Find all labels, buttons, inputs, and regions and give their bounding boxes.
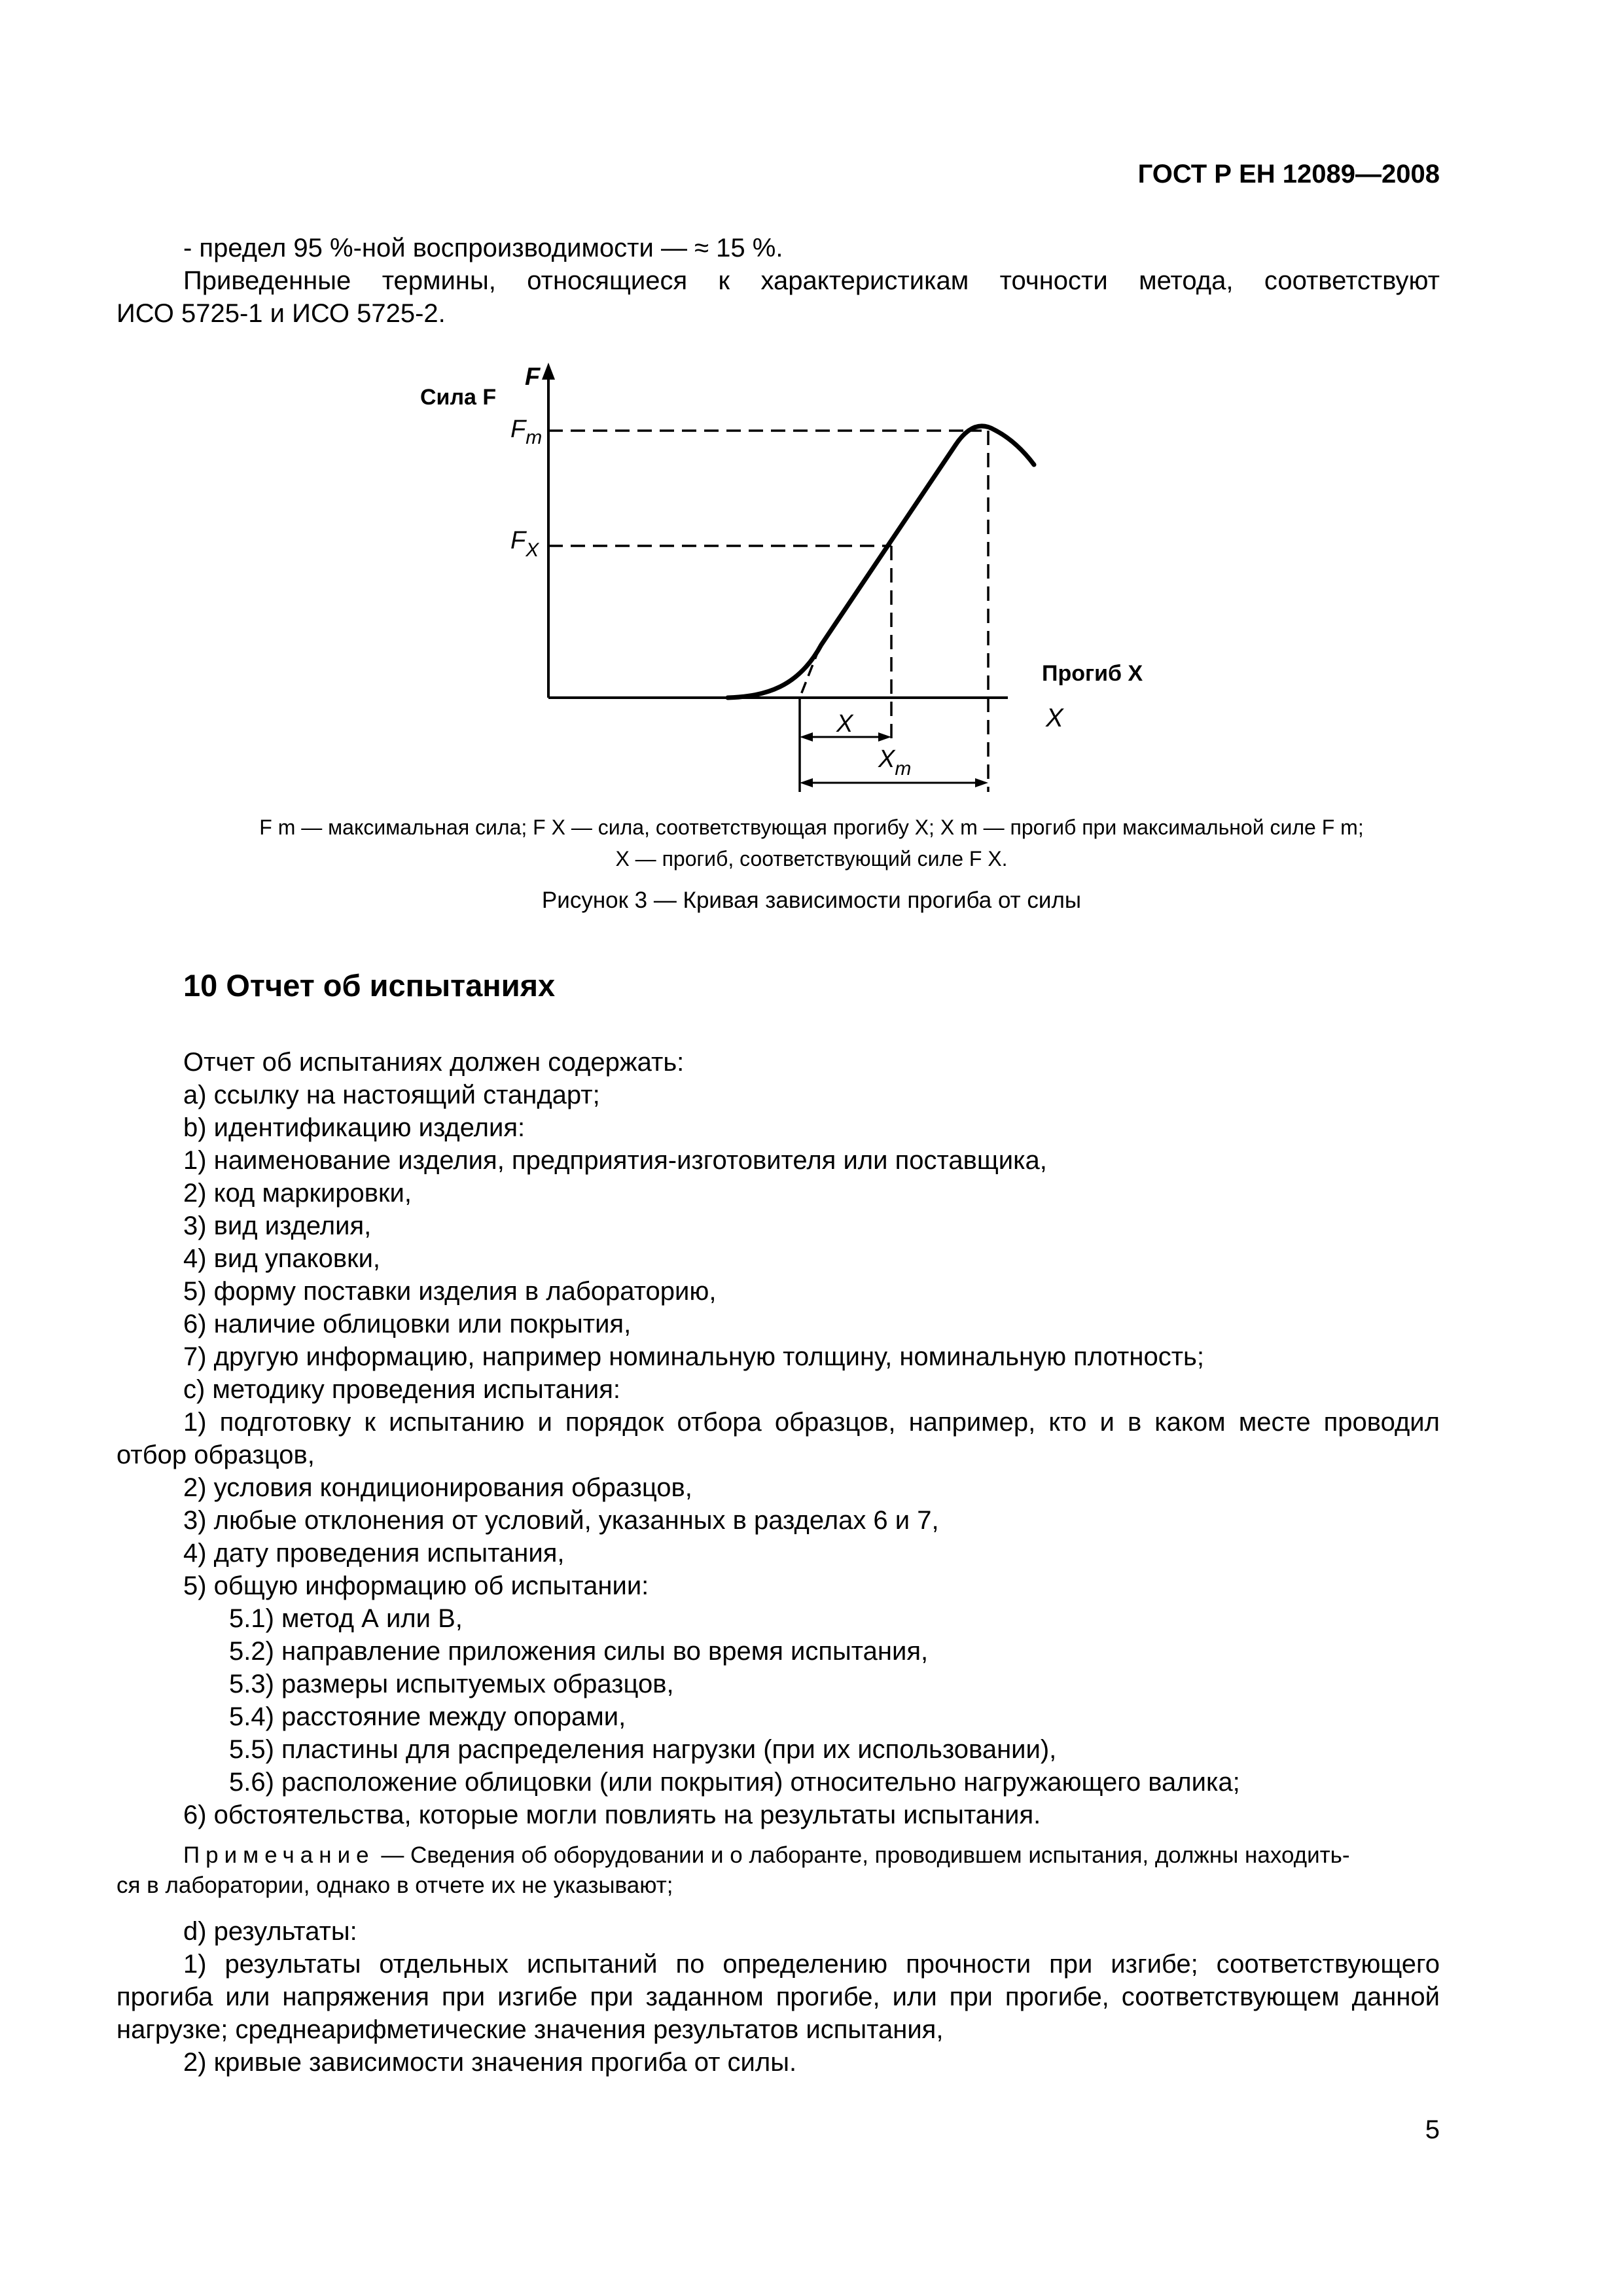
list-item-c4: 4) дату проведения испытания, bbox=[183, 1539, 565, 1568]
list-item-d1-line3: нагрузке; среднеарифметические значения результатов испытания, bbox=[116, 2015, 944, 2044]
page-number: 5 bbox=[1425, 2115, 1440, 2144]
list-item-d: d) результаты: bbox=[183, 1917, 357, 1946]
list-item-b: b) идентификацию изделия: bbox=[183, 1113, 526, 1142]
list-item-b7: 7) другую информацию, например номинальную толщину, номинальную плотность; bbox=[183, 1342, 1204, 1371]
list-item-d2: 2) кривые зависимости значения прогиба от силы. bbox=[183, 2048, 797, 2077]
figure-legend-line-2: X — прогиб, соответствующий силе F X. bbox=[615, 847, 1008, 870]
list-item-b2: 2) код маркировки, bbox=[183, 1179, 412, 1208]
list-item-c3: 3) любые отклонения от условий, указанных в разделах 6 и 7, bbox=[183, 1506, 939, 1535]
intro-line-1: - предел 95 %-ной воспроизводимости — ≈ 15 %. bbox=[183, 234, 783, 262]
sub-item-5-2: 5.2) направление приложения силы во время испытания, bbox=[229, 1637, 929, 1666]
y-axis-arrow bbox=[542, 363, 555, 380]
list-item-b4: 4) вид упаковки, bbox=[183, 1244, 381, 1273]
section-intro: Отчет об испытаниях должен содержать: bbox=[183, 1048, 685, 1077]
sub-item-5-3: 5.3) размеры испытуемых образцов, bbox=[229, 1670, 674, 1698]
list-item-c: c) методику проведения испытания: bbox=[183, 1375, 621, 1404]
dim-x-label: X bbox=[836, 710, 853, 738]
list-item-c1-line1: 1) подготовку к испытанию и порядок отбора образцов, например, кто и в каком месте проводил bbox=[183, 1408, 1440, 1437]
fm-label: $F_m$ bbox=[510, 416, 543, 448]
section-title: 10 Отчет об испытаниях bbox=[183, 968, 556, 1003]
note-line-2: ся в лаборатории, однако в отчете их не указывают; bbox=[116, 1873, 673, 1898]
list-item-d1-line2: прогиба или напряжения при изгибе при заданном прогибе, или при прогибе, соответствующем данной bbox=[116, 1982, 1440, 2011]
list-item-c5: 5) общую информацию об испытании: bbox=[183, 1571, 649, 1600]
y-axis-symbol: F bbox=[525, 363, 541, 391]
figure-legend-line-1: F m — максимальная сила; F X — сила, соответствующая прогибу X; X m — прогиб при максимальной силе F m; bbox=[259, 816, 1364, 839]
dim-xm-label: $X_m$ bbox=[878, 745, 912, 780]
sub-item-5-4: 5.4) расстояние между опорами, bbox=[229, 1702, 626, 1731]
fx-label: $F_X$ bbox=[510, 527, 539, 561]
list-item-a: а) ссылку на настоящий стандарт; bbox=[183, 1081, 600, 1109]
x-axis-description: Прогиб X bbox=[1042, 661, 1143, 686]
list-item-b3: 3) вид изделия, bbox=[183, 1211, 372, 1240]
list-item-c2: 2) условия кондиционирования образцов, bbox=[183, 1473, 692, 1502]
intro-line-2: Приведенные термины, относящиеся к характеристикам точности метода, соответствуют bbox=[183, 266, 1440, 295]
list-item-b5: 5) форму поставки изделия в лабораторию, bbox=[183, 1277, 717, 1306]
list-item-b1: 1) наименование изделия, предприятия-изготовителя или поставщика, bbox=[183, 1146, 1047, 1175]
intro-line-3: ИСО 5725-1 и ИСО 5725-2. bbox=[116, 299, 446, 328]
list-item-c6: 6) обстоятельства, которые могли повлиять на результаты испытания. bbox=[183, 1801, 1041, 1829]
document-code: ГОСТ Р ЕН 12089—2008 bbox=[1137, 160, 1440, 188]
note-line-1: Примечание — Сведения об оборудовании и о лаборанте, проводившем испытания, должны находить- bbox=[183, 1842, 1350, 1868]
list-item-d1-line1: 1) результаты отдельных испытаний по определению прочности при изгибе; соответствующего bbox=[183, 1950, 1440, 1979]
figure-caption: Рисунок 3 — Кривая зависимости прогиба от силы bbox=[541, 888, 1082, 913]
note-label: Примечание bbox=[183, 1842, 375, 1868]
sub-item-5-6: 5.6) расположение облицовки (или покрытия) относительно нагружающего валика; bbox=[229, 1768, 1240, 1797]
list-item-b6: 6) наличие облицовки или покрытия, bbox=[183, 1310, 632, 1338]
force-deflection-figure bbox=[366, 352, 1152, 810]
sub-item-5-1: 5.1) метод А или В, bbox=[229, 1604, 463, 1633]
list-item-c1-line2: отбор образцов, bbox=[116, 1441, 315, 1469]
sub-item-5-5: 5.5) пластины для распределения нагрузки (при их использовании), bbox=[229, 1735, 1057, 1764]
y-axis-description: Сила F bbox=[420, 385, 497, 410]
x-axis-symbol: X bbox=[1046, 704, 1063, 732]
